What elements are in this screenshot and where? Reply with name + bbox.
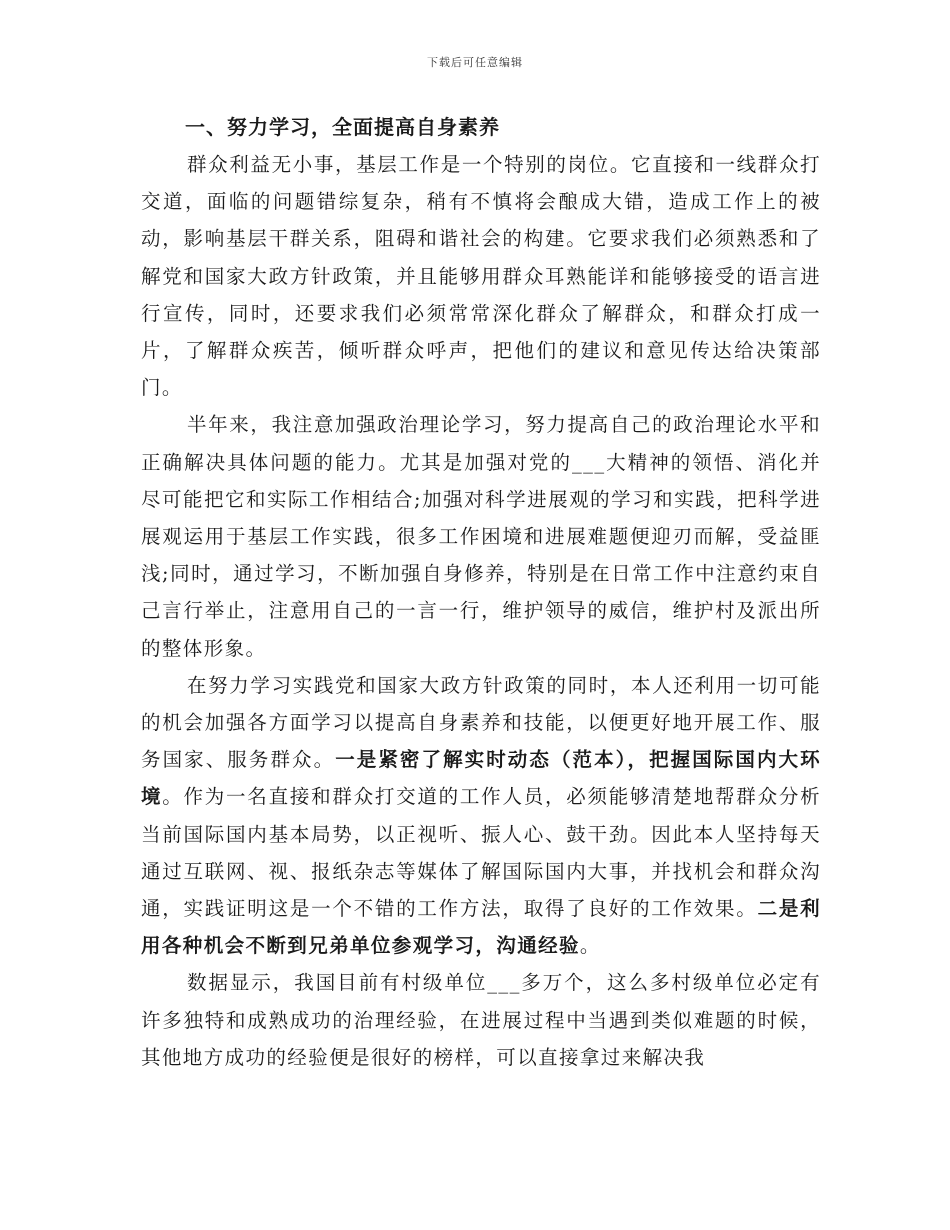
paragraph-4: 数据显示，我国目前有村级单位___多万个，这么多村级单位必定有许多独特和成熟成功的治理经验，在进展过程中当遇到类似难题的时候，其他地方成功的经验便是很好的榜样，可以直接拿过来解决我 [141,971,821,1069]
paragraph-3-bold-2: 二是利用各种机会不断到兄弟单位参观学习，沟通经验 [141,897,821,958]
paragraph-2: 半年来，我注意加强政治理论学习，努力提高自己的政治理论水平和正确解决具体问题的能力。尤其是加强对党的___大精神的领悟、消化并尽可能把它和实际工作相结合;加强对科学进展观的学习和实践，把科学进展观运用于基层工作实践，很多工作困境和进展难题便迎刃而解，受益匪浅;同时，通过学习，不断加强自身修养，特别是在日常工作中注意约束自己言行举止，注意用自己的一言一行，维护领导的威信，维护村及派出所的整体形象。 [141,413,821,660]
paragraph-3-text-1: 在努力学习实践党和国家大政方针政策的同时，本人还利用一切可能的机会加强各方面学习以提高自身素养和技能，以便更好地开展工作、服务国家、服务群众。 [141,673,821,772]
paragraph-3-text-3: 。 [579,934,601,958]
paragraph-3-bold-1: 一是紧密了解实时动态（范本），把握国际国内大环境 [141,748,821,809]
paragraph-3-text-2: 。作为一名直接和群众打交道的工作人员，必须能够清楚地帮群众分析当前国际国内基本局势，以正视听、振人心、鼓干劲。因此本人坚持每天通过互联网、视、报纸杂志等媒体了解国际国内大事，并找机会和群众沟通，实践证明这是一个不错的工作方法，取得了良好的工作效果。 [141,785,821,921]
document-body [141,112,821,1076]
section-heading: 一、努力学习，全面提高自身素养 [185,115,500,139]
paragraph-1: 群众利益无小事，基层工作是一个特别的岗位。它直接和一线群众打交道，面临的问题错综复杂，稍有不慎将会酿成大错，造成工作上的被动，影响基层干群关系，阻碍和谐社会的构建。它要求我们必须熟悉和了解党和国家大政方针政策，并且能够用群众耳熟能详和能够接受的语言进行宣传，同时，还要求我们必须常常深化群众了解群众，和群众打成一片，了解群众疾苦，倾听群众呼声，把他们的建议和意见传达给决策部门。 [141,153,821,400]
paragraph-3 [141,667,821,965]
header-note: 下载后可任意编辑 [427,56,523,69]
